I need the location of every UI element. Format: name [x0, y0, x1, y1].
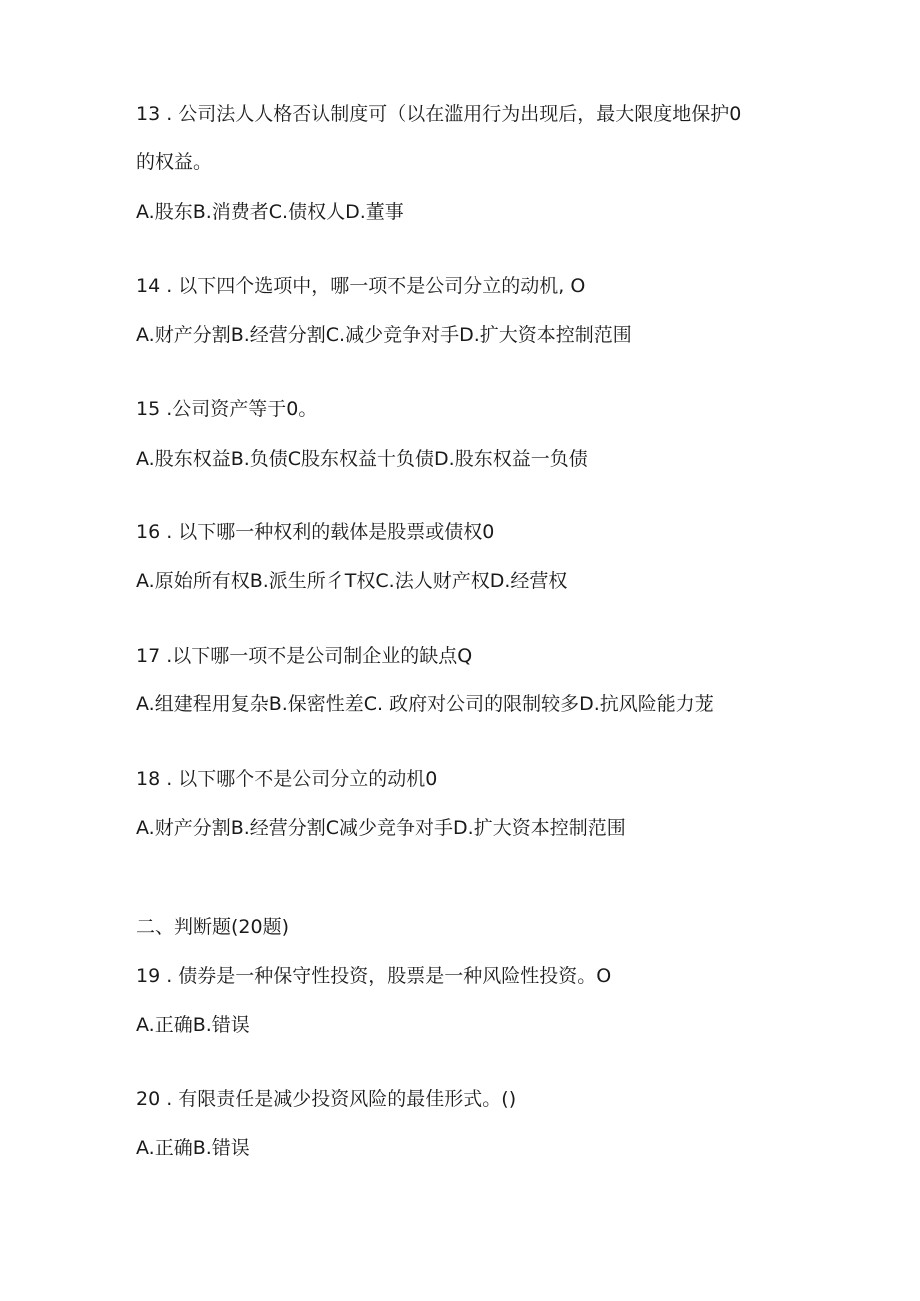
question-17-stem: 17 .以下哪一项不是公司制企业的缺点Q [136, 645, 473, 667]
question-17-options: A.组建程用复杂B.保密性差C. 政府对公司的限制较多D.抗风险能力茏 [136, 693, 714, 715]
question-13-stem: 13 . 公司法人人格否认制度可（以在滥用行为出现后，最大限度地保护0 [136, 103, 742, 125]
question-16-options: A.原始所有权B.派生所彳T权C.法人财产权D.经营权 [136, 570, 568, 592]
question-15-stem: 15 .公司资产等于0。 [136, 398, 318, 420]
section-heading: 二、判断题(20题) [136, 916, 290, 938]
question-14-options: A.财产分割B.经营分割C.减少竞争对手D.扩大资本控制范围 [136, 324, 632, 346]
question-18-options: A.财产分割B.经营分割C减少竞争对手D.扩大资本控制范围 [136, 817, 626, 839]
question-15-options: A.股东权益B.负债C股东权益十负债D.股东权益一负债 [136, 448, 588, 470]
question-20-options: A.正确B.错误 [136, 1137, 250, 1159]
question-13-options: A.股东B.消费者C.债权人D.董事 [136, 201, 404, 223]
question-14-stem: 14 . 以下四个选项中，哪一项不是公司分立的动机, O [136, 275, 586, 297]
question-19-stem: 19 . 债券是一种保守性投资，股票是一种风险性投资。O [136, 965, 612, 987]
question-19-options: A.正确B.错误 [136, 1014, 250, 1036]
question-16-stem: 16 . 以下哪一种权利的载体是股票或债权0 [136, 521, 495, 543]
question-20-stem: 20 . 有限责任是减少投资风险的最佳形式。() [136, 1088, 517, 1110]
question-13-stem-continued: 的权益。 [136, 151, 213, 173]
question-18-stem: 18 . 以下哪个不是公司分立的动机0 [136, 768, 438, 790]
